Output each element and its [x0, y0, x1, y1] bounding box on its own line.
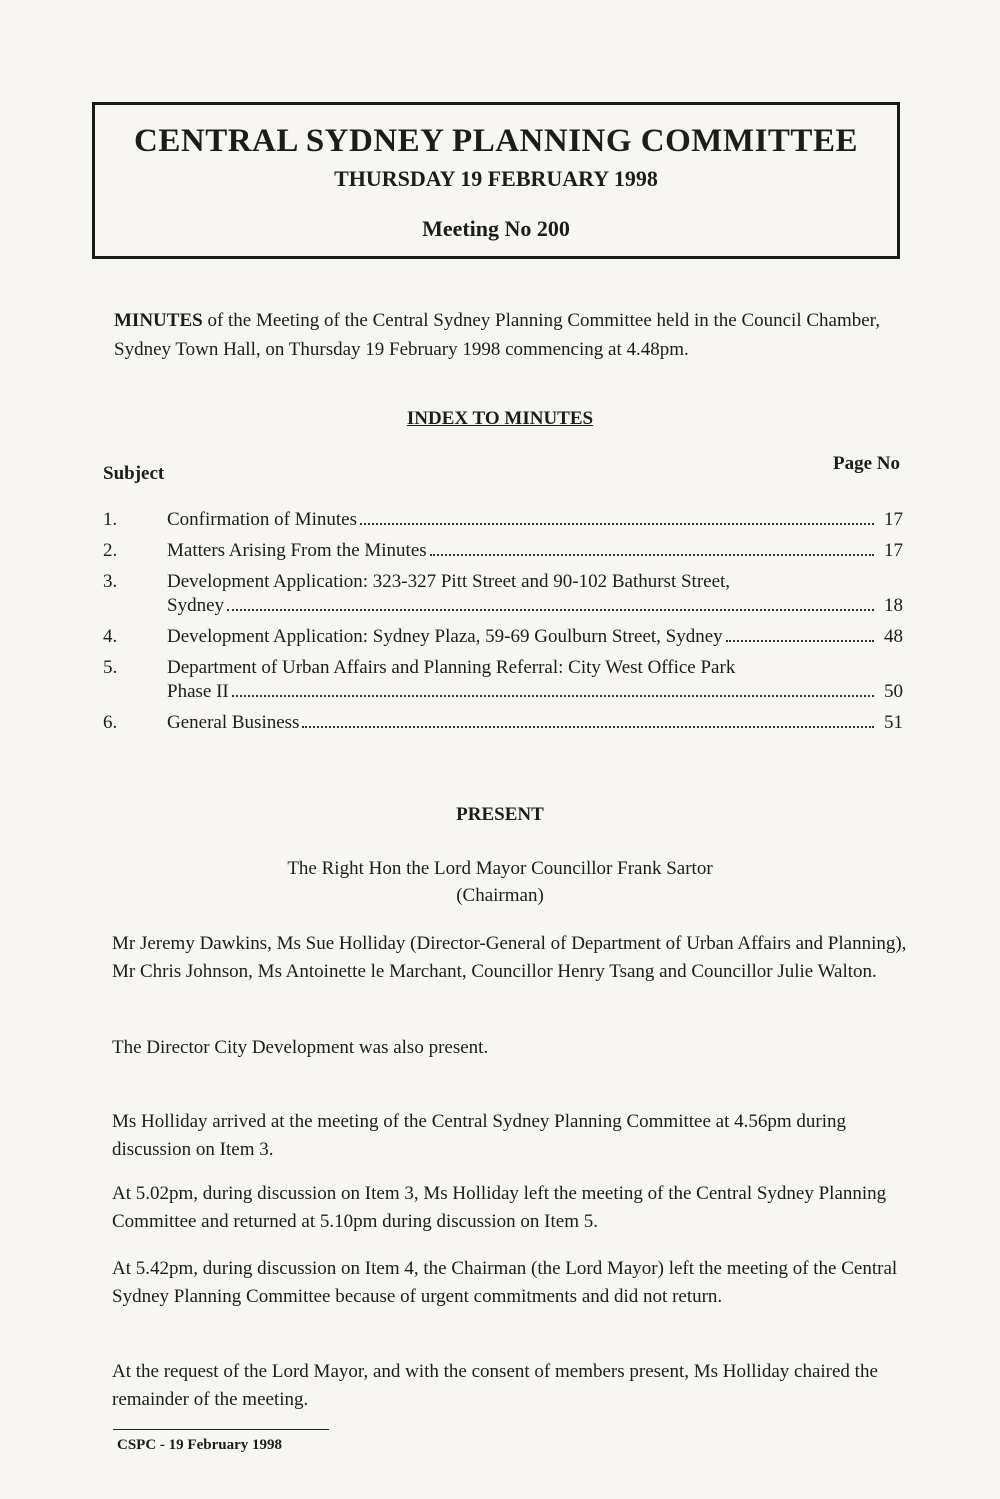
subject-column-heading: Subject [103, 463, 165, 484]
chairman-name: The Right Hon the Lord Mayor Councillor Frank Sartor [287, 858, 713, 879]
index-item [103, 570, 903, 618]
index-item-page: 48 [884, 626, 903, 647]
index-list [103, 508, 903, 742]
dot-leader [232, 694, 874, 697]
index-item [103, 711, 903, 735]
index-item-number: 6. [103, 712, 118, 733]
page-column-heading: Page No [832, 453, 900, 474]
index-item-title: General Business [167, 712, 300, 733]
index-item-title-line1: Department of Urban Affairs and Planning Referral: City West Office Park [167, 657, 736, 678]
chairman-role: (Chairman) [456, 885, 544, 906]
attendance-note: At the request of the Lord Mayor, and with the consent of members present, Ms Holliday chaired the remainder of the meeting. [112, 1361, 878, 1410]
footer-rule [113, 1429, 329, 1430]
attendance-note: At 5.02pm, during discussion on Item 3, Ms Holliday left the meeting of the Central Sydney Planning Committee and returned at 5.10pm during discussion on Item 5. [112, 1183, 887, 1232]
index-item-page: 51 [884, 712, 903, 733]
dot-leader [430, 553, 874, 556]
index-heading [0, 408, 1000, 430]
members-present: Mr Jeremy Dawkins, Ms Sue Holliday (Director-General of Department of Urban Affairs and Planning), Mr Chris Johnson, Ms Antoinette le Marchant, Councillor Henry Tsang and Councillor Julie Walton. [112, 933, 907, 982]
minutes-lead: MINUTES [114, 310, 203, 331]
attendance-note: At 5.42pm, during discussion on Item 4, the Chairman (the Lord Mayor) left the meeting of the Central Sydney Planning Committee because of urgent commitments and did not return. [112, 1258, 898, 1307]
dot-leader [726, 639, 874, 642]
index-item-number: 2. [103, 540, 118, 561]
index-item-page: 18 [884, 595, 903, 616]
index-item-page: 17 [884, 540, 903, 561]
chairman-block [0, 855, 1000, 909]
committee-title: CENTRAL SYDNEY PLANNING COMMITTEE [134, 123, 858, 159]
intro-paragraph [114, 306, 909, 364]
index-item-title: Matters Arising From the Minutes [167, 540, 427, 561]
index-item-number: 1. [103, 509, 118, 530]
dot-leader [302, 725, 874, 728]
index-heading-text: INDEX TO MINUTES [406, 408, 594, 429]
dot-leader [360, 522, 874, 525]
index-item-title: Development Application: Sydney Plaza, 59-69 Goulburn Street, Sydney [167, 626, 723, 647]
index-item-number: 3. [103, 571, 118, 592]
present-heading: PRESENT [456, 804, 544, 825]
index-item-title: Phase II [167, 681, 229, 702]
intro-text: of the Meeting of the Central Sydney Planning Committee held in the Council Chamber, Sydney Town Hall, on Thursday 19 February 1998 commencing at 4.48pm. [114, 310, 880, 360]
index-item-page: 50 [884, 681, 903, 702]
index-item [103, 539, 903, 563]
index-item-number: 5. [103, 657, 118, 678]
dot-leader [227, 608, 874, 611]
director-present: The Director City Development was also present. [112, 1037, 489, 1058]
meeting-date: THURSDAY 19 FEBRUARY 1998 [334, 166, 658, 191]
meeting-number: Meeting No 200 [422, 216, 570, 241]
index-item [103, 656, 903, 704]
index-item-title: Confirmation of Minutes [167, 509, 357, 530]
title-box [92, 102, 900, 259]
index-item [103, 508, 903, 532]
page-footer: CSPC - 19 February 1998 [117, 1437, 282, 1453]
index-item-title-line1: Development Application: 323-327 Pitt Street and 90-102 Bathurst Street, [167, 571, 731, 592]
index-item-title: Sydney [167, 595, 224, 616]
index-item [103, 625, 903, 649]
index-item-number: 4. [103, 626, 118, 647]
index-item-page: 17 [884, 509, 903, 530]
attendance-note: Ms Holliday arrived at the meeting of the Central Sydney Planning Committee at 4.56pm during discussion on Item 3. [112, 1111, 847, 1160]
